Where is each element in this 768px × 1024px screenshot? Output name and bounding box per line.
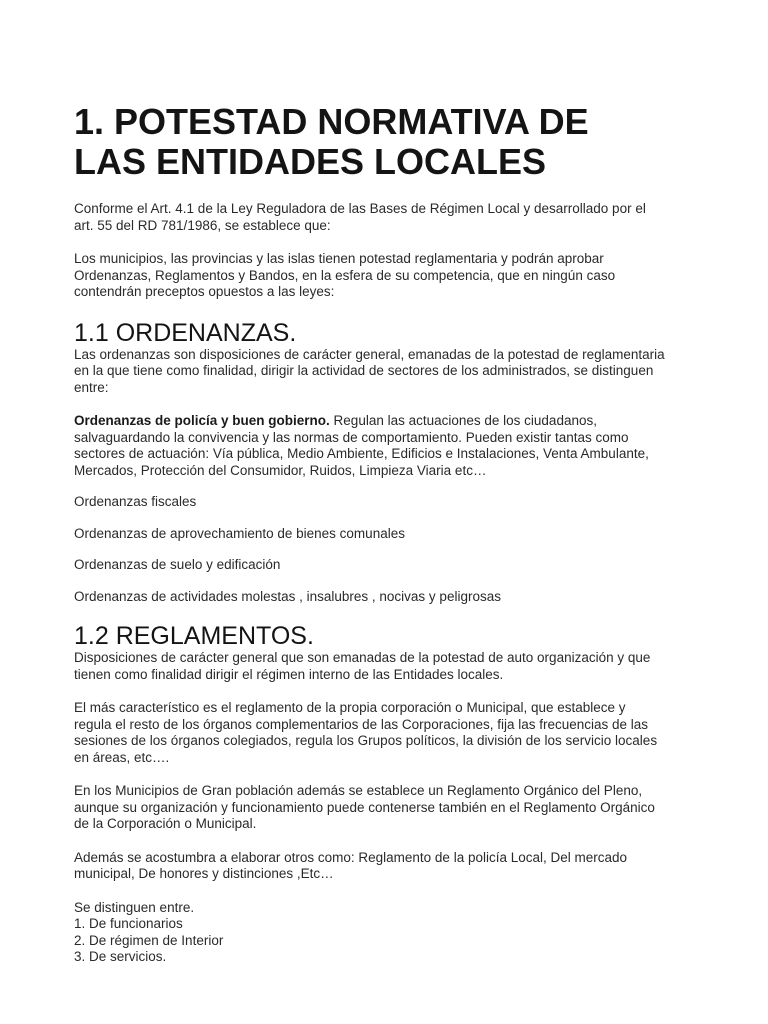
reglamentos-paragraph-4: [74, 850, 694, 883]
text-line: sesiones de los órganos colegiados, regula los Grupos políticos, la división de los servicio locales: [74, 733, 658, 748]
text-line: Además se acostumbra a elaborar otros como: Reglamento de la policía Local, Del mercado: [74, 849, 628, 865]
text-line: Las ordenanzas son disposiciones de carácter general, emanadas de la potestad de reglamentaria: [74, 346, 665, 362]
text-line: Conforme el Art. 4.1 de la Ley Reguladora de las Bases de Régimen Local y desarrollado por el: [74, 201, 646, 216]
reglamentos-paragraph-2: [74, 700, 694, 766]
list-item: 3. De servicios.: [74, 949, 167, 964]
text-line: sectores de actuación: Vía pública, Medio Ambiente, Edificios e Instalaciones, Venta Ambulante,: [74, 446, 649, 461]
intro-paragraph-1: [74, 201, 694, 234]
list-intro: Se distinguen entre.: [74, 899, 195, 915]
list-item: 1. De funcionarios: [74, 916, 183, 931]
ordenanzas-fiscales: Ordenanzas fiscales: [74, 494, 197, 509]
list-item: 2. De régimen de Interior: [74, 932, 224, 948]
page-title: [74, 102, 694, 182]
text-line: art. 55 del RD 781/1986, se establece que:: [74, 217, 331, 233]
ordenanzas-policia-text: Regulan las actuaciones de los ciudadanos,: [329, 413, 597, 428]
text-line: de la Corporación o Municipal.: [74, 816, 257, 831]
text-line: En los Municipios de Gran población además se establece un Reglamento Orgánico del Pleno,: [74, 783, 643, 798]
section-heading-reglamentos: 1.2 REGLAMENTOS.: [74, 622, 314, 650]
text-line: municipal, De honores y distinciones ,Etc…: [74, 866, 334, 881]
text-line: Mercados, Protección del Consumidor, Ruidos, Limpieza Viaria etc…: [74, 462, 487, 478]
ordenanzas-policia-paragraph: [74, 413, 694, 479]
text-line: [74, 413, 694, 430]
reglamentos-paragraph-1: [74, 650, 694, 683]
intro-paragraph-2: [74, 251, 694, 301]
document-page: [74, 102, 694, 966]
text-line: en la que tiene como finalidad, dirigir la actividad de sectores de los administrados, se distinguen: [74, 363, 654, 378]
page-title-line-2: LAS ENTIDADES LOCALES: [74, 141, 547, 182]
text-line: El más característico es el reglamento de la propia corporación o Municipal, que establece y: [74, 700, 626, 715]
text-line: salvaguardando la convivencia y las normas de comportamiento. Pueden existir tantas como: [74, 429, 629, 445]
text-line: aunque su organización y funcionamiento puede contenerse también en el Reglamento Orgánico: [74, 799, 655, 815]
ordenanzas-intro: [74, 347, 694, 397]
text-line: contendrán preceptos opuestos a las leyes:: [74, 284, 335, 299]
reglamentos-paragraph-3: [74, 783, 694, 833]
ordenanzas-policia-term: Ordenanzas de policía y buen gobierno.: [74, 413, 330, 428]
ordenanzas-aprovechamiento: Ordenanzas de aprovechamiento de bienes comunales: [74, 525, 405, 541]
text-line: en áreas, etc….: [74, 749, 170, 765]
reglamentos-list: [74, 900, 694, 966]
ordenanzas-actividades: Ordenanzas de actividades molestas , insalubres , nocivas y peligrosas: [74, 588, 501, 604]
section-heading-ordenanzas: 1.1 ORDENANZAS.: [74, 318, 297, 347]
page-title-line-1: 1. POTESTAD NORMATIVA DE: [74, 101, 589, 142]
text-line: tienen como finalidad dirigir el régimen interno de las Entidades locales.: [74, 666, 504, 682]
text-line: Los municipios, las provincias y las islas tienen potestad reglamentaria y podrán aprobar: [74, 251, 604, 266]
text-line: regula el resto de los órganos complementarios de las Corporaciones, fija las frecuencias de las: [74, 716, 649, 732]
text-line: Disposiciones de carácter general que son emanadas de la potestad de auto organización y que: [74, 650, 651, 665]
ordenanzas-suelo: Ordenanzas de suelo y edificación: [74, 557, 281, 572]
text-line: entre:: [74, 379, 109, 395]
text-line: Ordenanzas, Reglamentos y Bandos, en la esfera de su competencia, que en ningún caso: [74, 267, 616, 283]
